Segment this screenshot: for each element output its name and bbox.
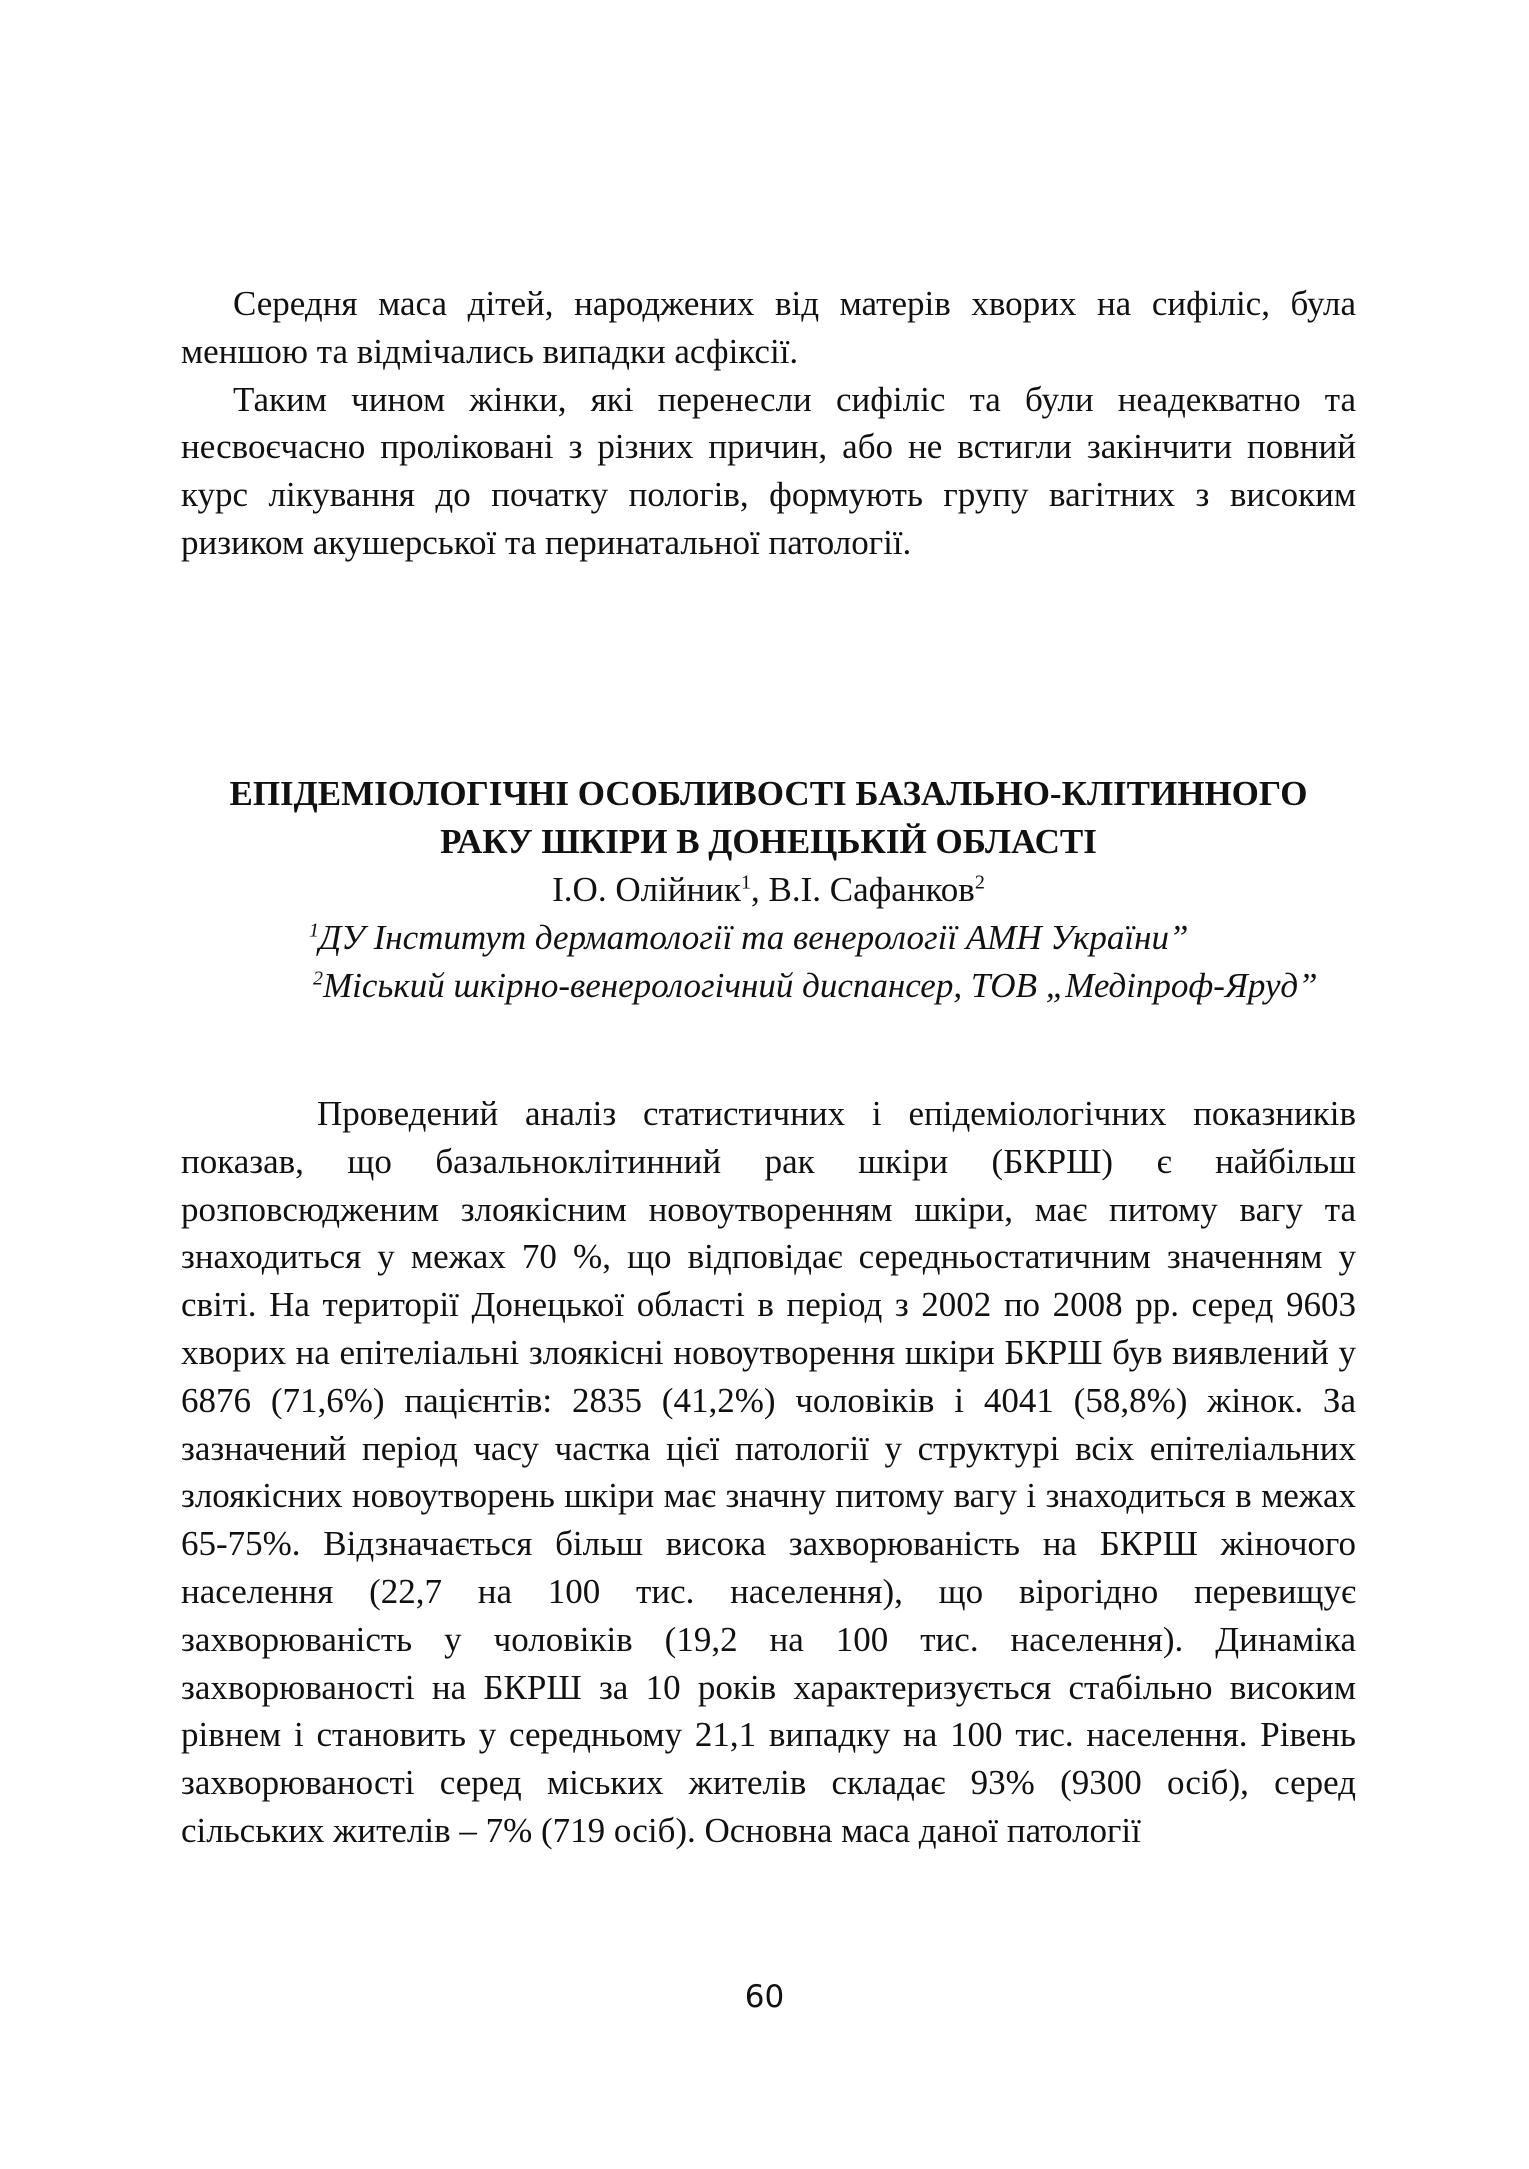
author-list — [181, 866, 1356, 914]
affiliation-2 — [181, 962, 1356, 1010]
article-body — [181, 1090, 1356, 1855]
article-body-paragraph: Проведений аналіз статистичних і епідеміологічних показників показав, що базальноклітинний рак шкіри (БКРШ) є найбільш розповсюдженим злоякісним новоутворенням шкіри, має питому вагу та знаходиться у межах 70 %, що відповідає середньостатичним значенням у світі. На території Донецької області в період з 2002 по 2008 рр. серед 9603 хворих на епітеліальні злоякісні новоутворення шкіри БКРШ був виявлений у 6876 (71,6%) пацієнтів: 2835 (41,2%) чоловіків і 4041 (58,8%) жінок. За зазначений період часу частка цієї патології у структурі всіх епітеліальних злоякісних новоутворень шкіри має значну питому вагу і знаходиться в межах 65-75%. Відзначається більш висока захворюваність на БКРШ жіночого населення (22,7 на 100 тис. населення), що вірогідно перевищує захворюваність у чоловіків (19,2 на 100 тис. населення). Динаміка захворюваності на БКРШ за 10 років характеризується стабільно високим рівнем і становить у середньому 21,1 випадку на 100 тис. населення. Рівень захворюваності серед міських жителів складає 93% (9300 осіб), серед сільських жителів – 7% (719 осіб). Основна маса даної патології — [181, 1094, 1356, 1850]
affiliation-ref: 2 — [313, 967, 323, 990]
author-affiliation-ref: 2 — [974, 871, 985, 894]
affiliation-text: Міський шкірно-венерологічний диспансер, ТОВ „Медіпроф-Яруд” — [323, 966, 1318, 1005]
affiliation-text: ДУ Інститут дерматології та венерології АМН України” — [319, 918, 1189, 957]
affiliation-ref: 1 — [309, 919, 319, 942]
intro-section — [181, 280, 1356, 567]
intro-paragraph-1: Середня маса дітей, народжених від матерів хворих на сифіліс, була меншою та відмічались випадки асфіксії. — [181, 284, 1356, 371]
article-header — [181, 770, 1356, 1010]
author-name: І.О. Олійник — [552, 870, 741, 909]
article-title-line-1: ЕПІДЕМІОЛОГІЧНІ ОСОБЛИВОСТІ БАЗАЛЬНО-КЛІТИННОГО — [229, 774, 1308, 813]
article-title-line-2: РАКУ ШКІРИ В ДОНЕЦЬКІЙ ОБЛАСТІ — [440, 822, 1097, 861]
page-number: 60 — [744, 1979, 785, 2015]
document-page — [181, 0, 1356, 2169]
author-affiliation-ref: 1 — [741, 871, 751, 894]
affiliation-1 — [181, 914, 1356, 962]
author-name: В.І. Сафанков — [768, 870, 975, 909]
author-separator: , — [751, 870, 769, 909]
intro-paragraph-2: Таким чином жінки, які перенесли сифіліс та були неадекватно та несвоєчасно проліковані з різних причин, або не встигли закінчити повний курс лікування до початку пологів, формують групу вагітних з високим ризиком акушерської та перинатальної патології. — [181, 379, 1356, 562]
